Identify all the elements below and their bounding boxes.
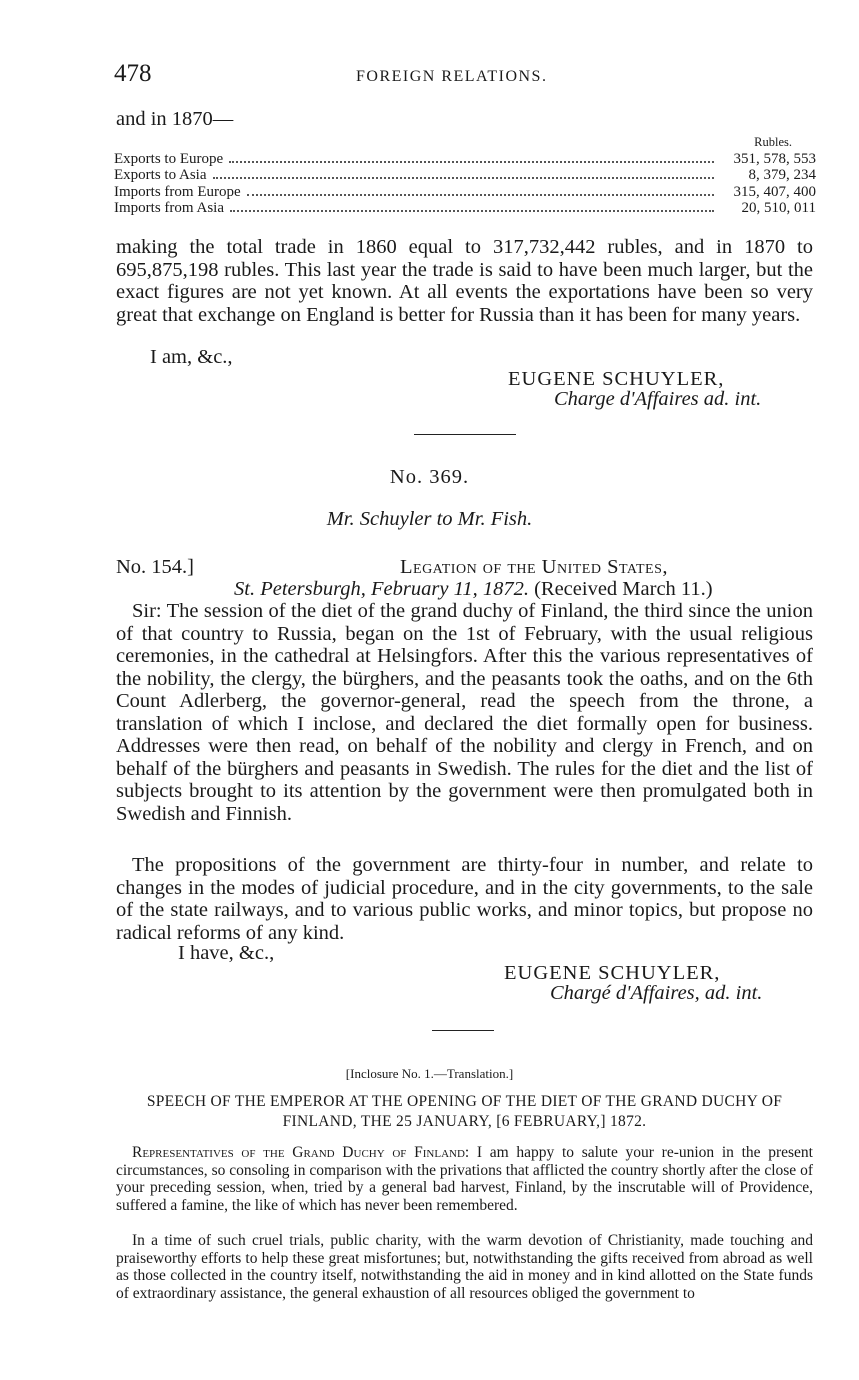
document-number: No. 369.	[389, 466, 470, 488]
trade-row-value: 315, 407, 400	[733, 183, 816, 200]
letter1-signer-title: Charge d'Affaires ad. int.	[554, 388, 762, 410]
speech-paragraph	[116, 1144, 813, 1214]
trade-table	[114, 134, 816, 217]
section-divider	[414, 434, 516, 435]
letter1-body: making the total trade in 1860 equal to 317,732,442 rubles, and in 1870 to 695,875,198 rubles. This last year the trade is said to have been much larger, but the exact figures are not yet known. At all events the exportations have been so very great that exchange on England is better for Russia than it has been for many years.	[116, 236, 813, 326]
letter2-body-2: The propositions of the government are thirty-four in number, and relate to changes in the modes of judicial procedure, and in the city governments, to the sale of the state railways, and to various public works, and minor topics, but propose no radical reforms of any kind.	[116, 854, 813, 944]
letter2-signature: EUGENE SCHUYLER,	[504, 962, 721, 984]
enclosure-label: [Inclosure No. 1.—Translation.]	[345, 1066, 514, 1081]
trade-row	[114, 167, 816, 184]
despatch-reference: No. 154.]	[116, 556, 195, 578]
letter2-closing: I have, &c.,	[178, 942, 275, 964]
trade-intro: and in 1870—	[116, 108, 234, 130]
trade-row-label: Imports from Asia	[114, 200, 224, 216]
legation-heading: Legation of the United States,	[400, 556, 668, 578]
trade-row-value: 8, 379, 234	[748, 167, 816, 183]
leader-dots	[213, 177, 715, 179]
speech-salutation: Representatives of the Grand Duchy of Finland:	[132, 1144, 470, 1161]
received-date: (Received March 11.)	[534, 578, 713, 600]
letter1-closing: I am, &c.,	[150, 346, 233, 368]
speech-paragraph-text: I am happy to salute your re-union in the present circumstances, so consoling in comparison with the privations that afflicted the country shortly after the close of your preceding session, when, tried by a general bad harvest, Finland, by the inscrutable will of Providence, suffered a famine, the like of which has never been remembered.	[116, 1144, 813, 1214]
page-header	[114, 60, 814, 92]
trade-row-label: Exports to Asia	[114, 167, 207, 183]
dateline	[234, 578, 713, 601]
letter2-signer-title: Chargé d'Affaires, ad. int.	[550, 982, 763, 1004]
correspondents: Mr. Schuyler to Mr. Fish.	[326, 508, 533, 530]
trade-row	[114, 200, 816, 217]
leader-dots	[229, 161, 714, 163]
letter2-body: Sir: The session of the diet of the grand duchy of Finland, the third since the union of that country to Russia, began on the 1st of February, with the usual religious ceremonies, in the cathedral at Helsingfors. After this the various representatives of the nobility, the clergy, the bürghers, and the peasants took the oaths, and on the 6th Count Adlerberg, the governor-general, read the speech from the throne, a translation of which I inclose, and declared the diet formally open for business. Addresses were then read, on behalf of the nobility and clergy in French, and on behalf of the bürghers and peasants in Swedish. The rules for the diet and the list of subjects brought to its attention by the government were then promulgated both in Swedish and Finnish.	[116, 600, 813, 825]
leader-dots	[230, 210, 714, 212]
trade-row	[114, 151, 816, 168]
place-date: St. Petersburgh, February 11, 1872.	[234, 578, 529, 600]
trade-row-label: Imports from Europe	[114, 183, 241, 200]
leader-dots	[247, 194, 714, 196]
trade-row-value: 351, 578, 553	[733, 150, 816, 167]
trade-row-label: Exports to Europe	[114, 150, 224, 167]
trade-unit-label: Rubles.	[754, 135, 792, 149]
speech-title: SPEECH OF THE EMPEROR AT THE OPENING OF THE DIET OF THE GRAND DUCHY OF FINLAND, THE 25 JANUARY, [6 FEBRUARY,] 1872.	[146, 1093, 783, 1130]
section-divider	[432, 1030, 494, 1031]
running-head: FOREIGN RELATIONS.	[356, 68, 548, 85]
trade-row-value: 20, 510, 011	[741, 200, 816, 216]
page-number: 478	[114, 60, 152, 87]
trade-row	[114, 184, 816, 201]
speech-paragraph-2: In a time of such cruel trials, public charity, with the warm devotion of Christianity, made touching and praiseworthy efforts to help these great misfortunes; but, notwithstanding the gifts received from abroad as well as those collected in the country itself, notwithstanding the aid in money and in kind allotted on the State funds of extraordinary assistance, the general exhaustion of all resources obliged the government to	[116, 1232, 813, 1302]
letter1-signature: EUGENE SCHUYLER,	[508, 368, 725, 390]
